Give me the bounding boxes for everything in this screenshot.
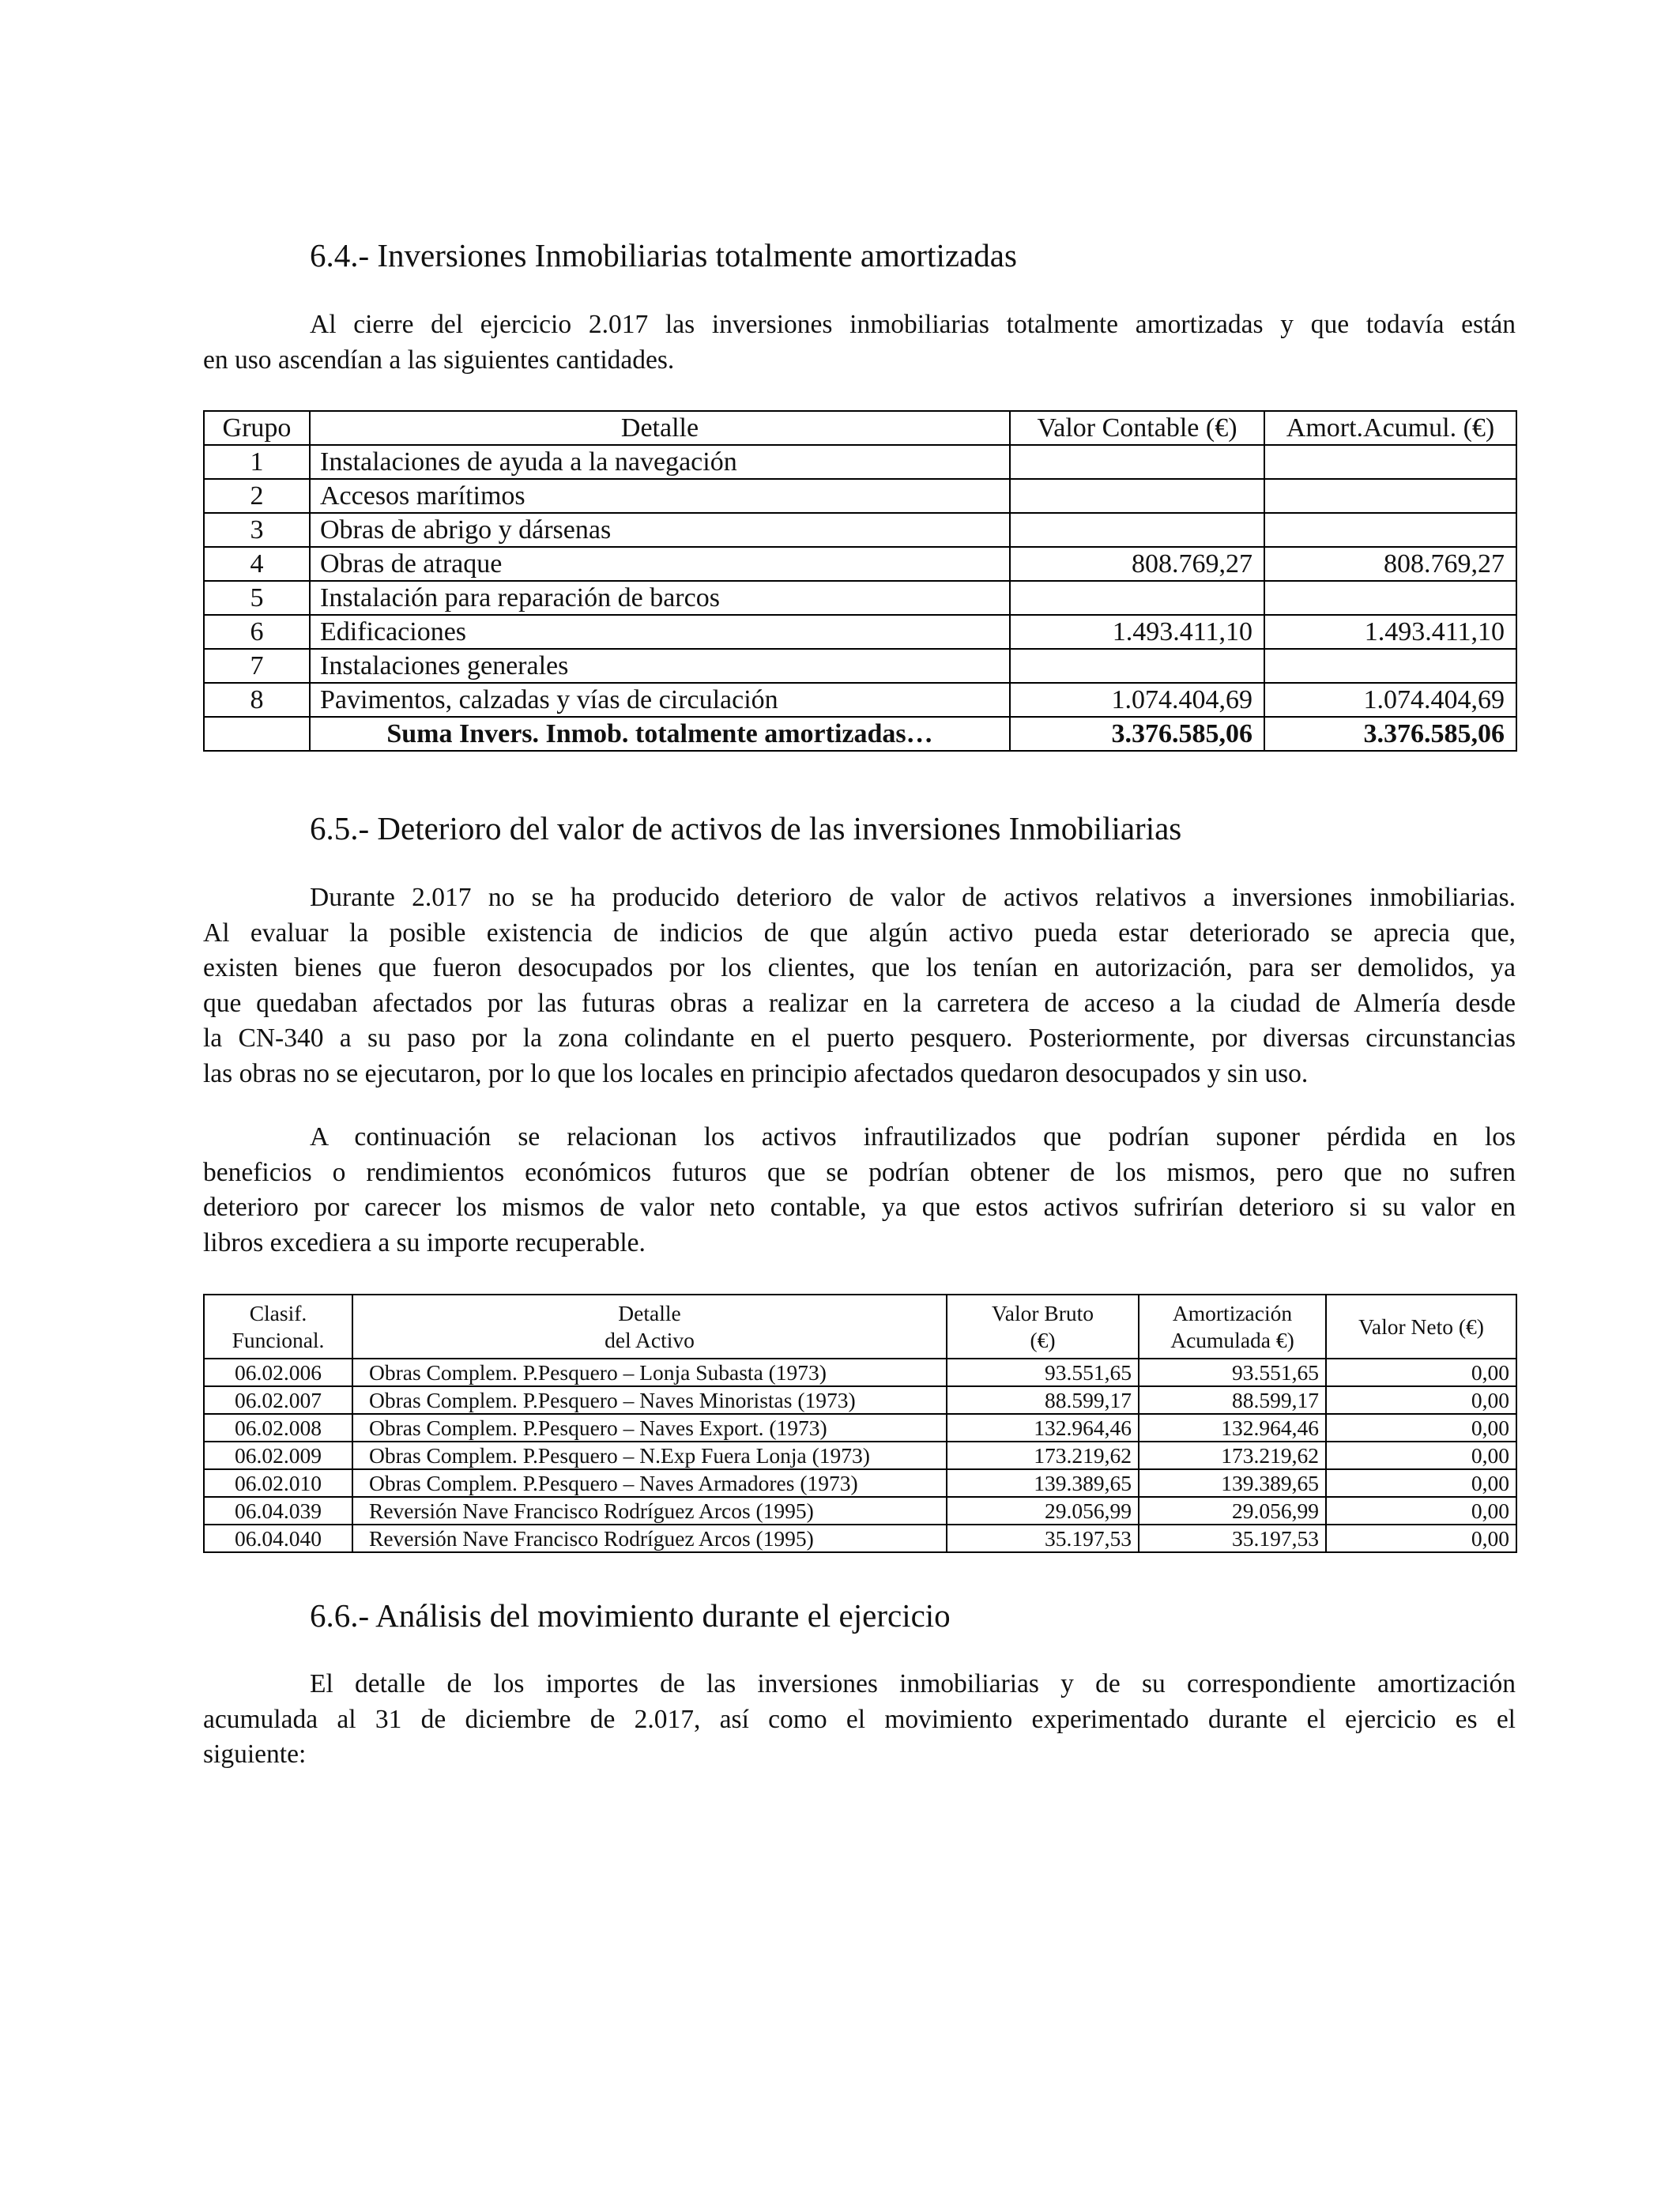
header-text: Funcional. xyxy=(232,1327,325,1352)
cell-valor-neto: 0,00 xyxy=(1326,1525,1516,1552)
header-text: del Activo xyxy=(605,1327,695,1352)
cell-valor-neto: 0,00 xyxy=(1326,1414,1516,1442)
cell-grupo: 4 xyxy=(204,547,310,581)
table-row xyxy=(204,1414,1516,1442)
cell-grupo: 7 xyxy=(204,649,310,683)
cell-amort-acumul: 1.493.411,10 xyxy=(1264,615,1516,649)
cell-valor-contable: 808.769,27 xyxy=(1010,547,1264,581)
total-valor: 3.376.585,06 xyxy=(1010,717,1264,751)
text-line: El detalle de los importes de las inversiones inmobiliarias y de su correspondiente amortización xyxy=(310,1669,1516,1698)
cell-valor-contable xyxy=(1010,581,1264,615)
cell-valor-contable xyxy=(1010,479,1264,513)
cell-clasif: 06.02.006 xyxy=(204,1359,352,1386)
cell-grupo: 3 xyxy=(204,513,310,547)
cell-amortizacion: 29.056,99 xyxy=(1139,1497,1326,1525)
table-row xyxy=(204,581,1516,615)
header-valor-neto: Valor Neto (€) xyxy=(1326,1295,1516,1359)
cell-valor-bruto: 93.551,65 xyxy=(947,1359,1139,1386)
table-row xyxy=(204,513,1516,547)
section-6-5-para-2 xyxy=(203,1120,1516,1261)
cell-valor-bruto: 88.599,17 xyxy=(947,1386,1139,1414)
text-line: Al cierre del ejercicio 2.017 las inversiones inmobiliarias totalmente amortizadas y que todavía están xyxy=(310,310,1516,339)
cell-grupo: 1 xyxy=(204,445,310,479)
header-valor-bruto xyxy=(947,1295,1139,1359)
cell-grupo: 8 xyxy=(204,683,310,717)
cell-clasif: 06.02.008 xyxy=(204,1414,352,1442)
cell-amort-acumul xyxy=(1264,513,1516,547)
text-line: Durante 2.017 no se ha producido deterioro de valor de activos relativos a inversiones inmobiliarias. xyxy=(310,883,1516,912)
cell-clasif: 06.02.010 xyxy=(204,1469,352,1497)
total-row xyxy=(204,717,1516,751)
table-row xyxy=(204,1359,1516,1386)
cell-detalle: Edificaciones xyxy=(310,615,1010,649)
cell-amortizacion: 132.964,46 xyxy=(1139,1414,1326,1442)
text-line: en uso ascendían a las siguientes cantidades. xyxy=(203,345,675,375)
cell-amortizacion: 88.599,17 xyxy=(1139,1386,1326,1414)
cell-valor-bruto: 35.197,53 xyxy=(947,1525,1139,1552)
cell-valor-contable xyxy=(1010,513,1264,547)
cell-clasif: 06.02.009 xyxy=(204,1442,352,1469)
cell-detalle: Obras de atraque xyxy=(310,547,1010,581)
text-line: A continuación se relacionan los activos infrautilizados que podrían suponer pérdida en los xyxy=(310,1122,1516,1152)
table-row xyxy=(204,615,1516,649)
text-line: la CN-340 a su paso por la zona colindante en el puerto pesquero. Posteriormente, por diversas circunstancias xyxy=(203,1023,1516,1053)
cell-valor-bruto: 173.219,62 xyxy=(947,1442,1139,1469)
cell-valor-bruto: 139.389,65 xyxy=(947,1469,1139,1497)
header-clasif xyxy=(204,1295,352,1359)
text-line: acumulada al 31 de diciembre de 2.017, así como el movimiento experimentado durante el ejercicio es el xyxy=(203,1704,1516,1734)
text-line: deterioro por carecer los mismos de valor neto contable, ya que estos activos sufrirían deterioro si su valor en xyxy=(203,1193,1516,1222)
header-grupo: Grupo xyxy=(204,411,310,445)
header-text: Valor Bruto xyxy=(991,1300,1094,1325)
header-amortizacion xyxy=(1139,1295,1326,1359)
cell-detalle: Pavimentos, calzadas y vías de circulación xyxy=(310,683,1010,717)
header-text: Acumulada €) xyxy=(1170,1327,1294,1352)
cell-valor-contable: 1.493.411,10 xyxy=(1010,615,1264,649)
cell-clasif: 06.02.007 xyxy=(204,1386,352,1414)
cell-detalle: Instalaciones de ayuda a la navegación xyxy=(310,445,1010,479)
cell-valor-contable xyxy=(1010,445,1264,479)
header-text: Amortización xyxy=(1172,1300,1293,1325)
cell-detalle: Obras Complem. P.Pesquero – Naves Armadores (1973) xyxy=(352,1469,947,1497)
cell-amortizacion: 35.197,53 xyxy=(1139,1525,1326,1552)
cell-amort-acumul xyxy=(1264,649,1516,683)
text-line: libros excediera a su importe recuperable. xyxy=(203,1227,646,1257)
text-line: que quedaban afectados por las futuras obras a realizar en la carretera de acceso a la ciudad de Almería desde xyxy=(203,988,1516,1018)
cell-valor-neto: 0,00 xyxy=(1326,1442,1516,1469)
cell-valor-neto: 0,00 xyxy=(1326,1386,1516,1414)
cell-amort-acumul: 808.769,27 xyxy=(1264,547,1516,581)
underused-assets-table xyxy=(203,1294,1517,1553)
header-valor-contable: Valor Contable (€) xyxy=(1010,411,1264,445)
table-row xyxy=(204,1469,1516,1497)
header-amort-acumul: Amort.Acumul. (€) xyxy=(1264,411,1516,445)
text-line: beneficios o rendimientos económicos futuros que se podrían obtener de los mismos, pero que no sufren xyxy=(203,1157,1516,1187)
table-header-row xyxy=(204,1295,1516,1359)
text-line: existen bienes que fueron desocupados por los clientes, que los tenían en autorización, para ser demolidos, ya xyxy=(203,953,1516,982)
section-6-4-title: 6.4.- Inversiones Inmobiliarias totalmente amortizadas xyxy=(310,237,1017,273)
header-text: (€) xyxy=(1030,1327,1056,1352)
cell-detalle: Obras Complem. P.Pesquero – Naves Export. (1973) xyxy=(352,1414,947,1442)
cell-amortizacion: 93.551,65 xyxy=(1139,1359,1326,1386)
cell-detalle: Obras Complem. P.Pesquero – Naves Minoristas (1973) xyxy=(352,1386,947,1414)
cell-valor-bruto: 132.964,46 xyxy=(947,1414,1139,1442)
cell-amort-acumul xyxy=(1264,479,1516,513)
cell-amort-acumul xyxy=(1264,445,1516,479)
header-detalle xyxy=(352,1295,947,1359)
table-row xyxy=(204,1525,1516,1552)
cell-valor-bruto: 29.056,99 xyxy=(947,1497,1139,1525)
table-header-row xyxy=(204,411,1516,445)
cell-valor-contable xyxy=(1010,649,1264,683)
table-row xyxy=(204,649,1516,683)
header-text: Detalle xyxy=(618,1300,681,1325)
section-6-5-para-1 xyxy=(203,880,1516,1091)
cell-detalle: Instalación para reparación de barcos xyxy=(310,581,1010,615)
section-6-4-intro xyxy=(203,307,1516,378)
total-amort: 3.376.585,06 xyxy=(1264,717,1516,751)
cell-detalle: Obras Complem. P.Pesquero – N.Exp Fuera Lonja (1973) xyxy=(352,1442,947,1469)
cell-detalle: Accesos marítimos xyxy=(310,479,1010,513)
cell-valor-neto: 0,00 xyxy=(1326,1469,1516,1497)
cell-detalle: Obras Complem. P.Pesquero – Lonja Subasta (1973) xyxy=(352,1359,947,1386)
table-row xyxy=(204,547,1516,581)
section-6-5-title: 6.5.- Deterioro del valor de activos de las inversiones Inmobiliarias xyxy=(310,810,1182,846)
cell-detalle: Obras de abrigo y dársenas xyxy=(310,513,1010,547)
cell-grupo: 2 xyxy=(204,479,310,513)
cell-clasif: 06.04.039 xyxy=(204,1497,352,1525)
text-line: las obras no se ejecutaron, por lo que los locales en principio afectados quedaron desocupados y sin uso. xyxy=(203,1058,1309,1088)
section-6-6-title: 6.6.- Análisis del movimiento durante el ejercicio xyxy=(310,1597,951,1634)
cell-detalle: Instalaciones generales xyxy=(310,649,1010,683)
cell-amortizacion: 139.389,65 xyxy=(1139,1469,1326,1497)
cell-amort-acumul xyxy=(1264,581,1516,615)
fully-amortized-table xyxy=(203,410,1517,752)
table-row xyxy=(204,683,1516,717)
header-detalle: Detalle xyxy=(310,411,1010,445)
table-row xyxy=(204,479,1516,513)
cell-clasif: 06.04.040 xyxy=(204,1525,352,1552)
cell-amort-acumul: 1.074.404,69 xyxy=(1264,683,1516,717)
cell-amortizacion: 173.219,62 xyxy=(1139,1442,1326,1469)
section-6-6-para xyxy=(203,1667,1516,1773)
cell-valor-neto: 0,00 xyxy=(1326,1359,1516,1386)
table-row xyxy=(204,445,1516,479)
table-row xyxy=(204,1386,1516,1414)
table-row xyxy=(204,1442,1516,1469)
cell-grupo: 6 xyxy=(204,615,310,649)
cell-valor-neto: 0,00 xyxy=(1326,1497,1516,1525)
text-line: Al evaluar la posible existencia de indicios de que algún activo pueda estar deteriorado se aprecia que, xyxy=(203,918,1516,948)
header-text: Clasif. xyxy=(249,1300,307,1325)
cell-detalle: Reversión Nave Francisco Rodríguez Arcos (1995) xyxy=(352,1497,947,1525)
cell-grupo: 5 xyxy=(204,581,310,615)
text-line: siguiente: xyxy=(203,1740,307,1769)
cell-valor-contable: 1.074.404,69 xyxy=(1010,683,1264,717)
table-row xyxy=(204,1497,1516,1525)
cell-detalle: Reversión Nave Francisco Rodríguez Arcos (1995) xyxy=(352,1525,947,1552)
total-label: Suma Invers. Inmob. totalmente amortizadas… xyxy=(310,717,1010,751)
